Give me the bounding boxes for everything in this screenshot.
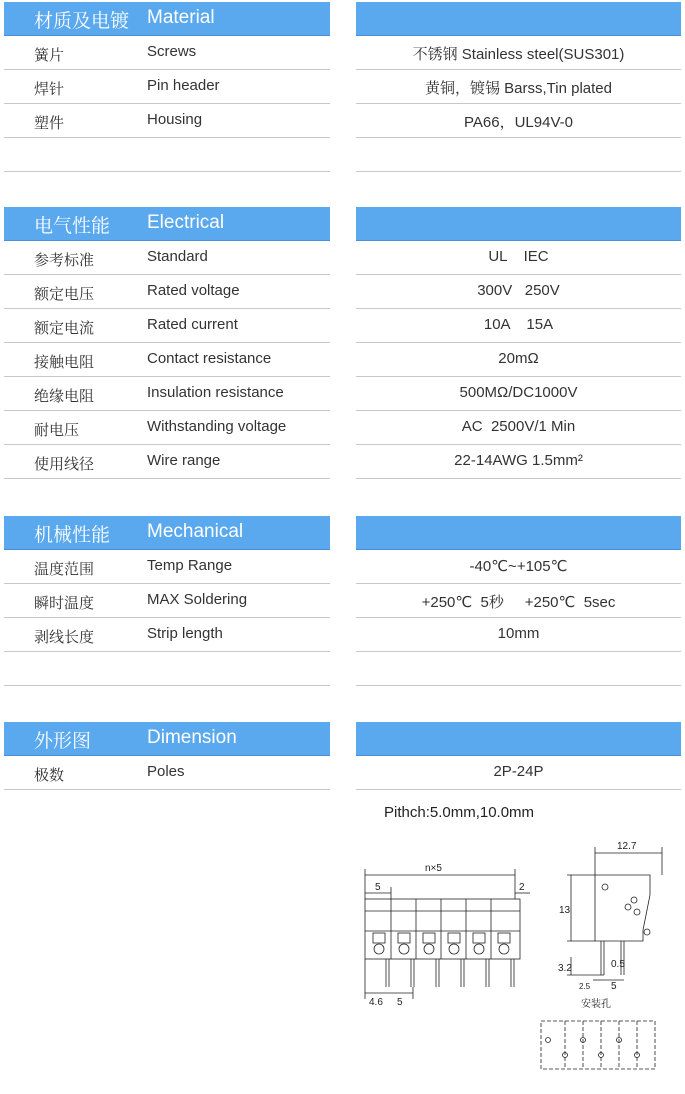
row-label-en: Pin header <box>147 77 220 94</box>
row-label-en: Screws <box>147 43 197 60</box>
table-row <box>0 756 685 790</box>
table-row <box>0 343 685 377</box>
table-row <box>0 445 685 479</box>
row-value: UL IEC <box>488 248 549 265</box>
dim-label: 2.5 <box>579 982 591 991</box>
row-label-cn: 额定电压 <box>34 285 95 303</box>
front-view-body <box>365 899 520 959</box>
section-header-left <box>4 722 330 756</box>
row-label-en: Strip length <box>147 625 223 642</box>
table-row <box>0 377 685 411</box>
section-title-cn: 材质及电镀 <box>34 10 130 32</box>
row-label-en: Temp Range <box>147 557 233 574</box>
row-label-cn: 极数 <box>34 766 65 784</box>
row-value: 22-14AWG 1.5mm² <box>454 452 583 469</box>
row-label-cn: 瞬时温度 <box>34 594 95 612</box>
table-row <box>0 584 685 618</box>
row-label-cn: 塑件 <box>34 114 65 132</box>
dim-label: 5 <box>611 981 617 992</box>
row-label-cn: 使用线径 <box>34 455 95 473</box>
row-label-cn: 剥线长度 <box>34 628 95 646</box>
section-header-left <box>4 516 330 550</box>
row-label-cn: 接触电阻 <box>34 353 95 371</box>
row-value: 10mm <box>497 625 540 642</box>
row-label-cn: 额定电流 <box>34 319 95 337</box>
table-row <box>0 618 685 652</box>
dimension-drawing <box>355 835 675 1075</box>
table-row <box>0 138 685 172</box>
dim-label: 13 <box>559 905 571 916</box>
row-value: 2P-24P <box>493 763 544 780</box>
row-label-en: Insulation resistance <box>147 384 284 401</box>
dim-label: 12.7 <box>617 841 637 852</box>
row-label-en: Rated voltage <box>147 282 240 299</box>
row-value: -40℃~+105℃ <box>469 558 568 575</box>
row-label-cn: 参考标准 <box>34 251 95 269</box>
section-title-en: Mechanical <box>147 521 244 542</box>
dim-label: 4.6 <box>369 997 383 1008</box>
section-title-cn: 外形图 <box>34 730 92 752</box>
row-label-en: MAX Soldering <box>147 591 248 608</box>
section-title-cn: 机械性能 <box>34 524 111 546</box>
row-label-en: Contact resistance <box>147 350 272 367</box>
mounting-hole-label: 安装孔 <box>581 999 611 1010</box>
pitch-text: Pithch:5.0mm,10.0mm <box>384 804 535 821</box>
section-header-right <box>356 516 681 550</box>
row-label-en: Wire range <box>147 452 221 469</box>
table-row <box>0 36 685 70</box>
table-row <box>0 652 685 686</box>
row-value: 黄铜，镀锡 Barss,Tin plated <box>425 80 612 97</box>
row-label-cn: 耐电压 <box>34 421 80 439</box>
dim-label: 2 <box>519 882 525 893</box>
table-row <box>0 70 685 104</box>
section-title-en: Material <box>147 7 215 28</box>
section-header-right <box>356 722 681 756</box>
row-value: 20mΩ <box>498 350 539 367</box>
row-label-cn: 焊针 <box>34 80 65 98</box>
row-label-cn: 簧片 <box>34 46 65 64</box>
row-label-en: Housing <box>147 111 203 128</box>
table-row <box>0 550 685 584</box>
table-row <box>0 411 685 445</box>
section-header-right <box>356 2 681 36</box>
row-label-en: Withstanding voltage <box>147 418 287 435</box>
section-header-right <box>356 207 681 241</box>
dim-label: 3.2 <box>558 963 572 974</box>
dim-label: 5 <box>375 882 381 893</box>
row-label-en: Rated current <box>147 316 238 333</box>
table-row <box>0 309 685 343</box>
dim-label: 0.5 <box>611 959 625 970</box>
row-label-cn: 绝缘电阻 <box>34 387 95 405</box>
table-row <box>0 104 685 138</box>
dim-label: 5 <box>397 997 403 1008</box>
row-value: +250℃ 5秒 +250℃ 5sec <box>421 594 616 611</box>
row-value: PA66，UL94V-0 <box>464 114 573 131</box>
row-value: 不锈钢 Stainless steel(SUS301) <box>412 46 625 63</box>
section-title-cn: 电气性能 <box>34 215 111 237</box>
table-row <box>0 241 685 275</box>
row-value: 10A 15A <box>483 316 554 333</box>
row-value: 500MΩ/DC1000V <box>459 384 578 401</box>
row-label-en: Standard <box>147 248 208 265</box>
section-header-left <box>4 207 330 241</box>
dim-label: n×5 <box>425 863 442 874</box>
mounting-hole-pattern <box>541 1021 655 1069</box>
row-value: AC 2500V/1 Min <box>461 418 576 435</box>
section-header-left <box>4 2 330 36</box>
row-value: 300V 250V <box>477 282 560 299</box>
section-title-en: Dimension <box>147 727 237 748</box>
row-label-en: Poles <box>147 763 185 780</box>
section-title-en: Electrical <box>147 212 225 233</box>
table-row <box>0 275 685 309</box>
row-label-cn: 温度范围 <box>34 560 95 578</box>
